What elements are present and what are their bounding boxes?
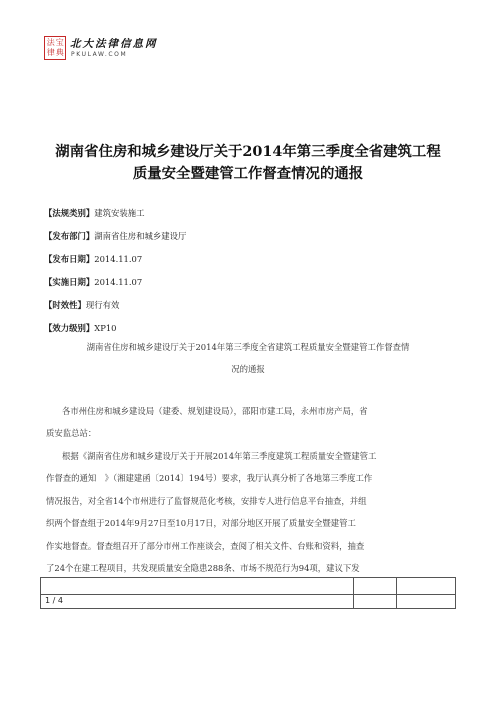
page-number: 1 / 4	[45, 596, 63, 605]
footer-divider	[396, 578, 397, 608]
seal-logo-icon: 法 宝 律 典	[44, 36, 66, 60]
paragraph-2-line-1: 根据《湖南省住房和城乡建设厅关于开展2014年第三季度建筑工程质量安全暨建管工	[62, 451, 377, 461]
paragraph-2-line-5: 作实地督查。督查组召开了部分市州工作座谈会，查阅了相关文件、台账和资料，抽查	[46, 541, 365, 551]
meta-effective-date: 【实施日期】2014.11.07	[44, 277, 143, 287]
meta-validity: 【时效性】现行有效	[44, 300, 120, 310]
doc-subtitle-line-2: 况的通报	[231, 364, 265, 374]
meta-level: 【效力级别】XP10	[44, 323, 117, 333]
paragraph-2-line-2: 作督查的通知 》（湘建建函〔2014〕194号）要求，我厅认真分析了各地第三季度工作	[46, 473, 373, 483]
paragraph-1-line-1: 各市州住房和城乡建设局（建委、规划建设局），邵阳市建工局，永州市房产局，省	[62, 406, 368, 416]
meta-issuer: 【发布部门】湖南省住房和城乡建设厅	[44, 231, 187, 241]
doc-subtitle-line-1: 湖南省住房和城乡建设厅关于2014年第三季度全省建筑工程质量安全暨建管工作督查情	[86, 342, 410, 352]
document-title-line-1: 湖南省住房和城乡建设厅关于2014年第三季度全省建筑工程	[55, 143, 441, 160]
footer-divider	[41, 594, 455, 595]
site-logo	[44, 36, 158, 64]
brand-name: 北大法律信息网	[70, 38, 158, 50]
document-title-line-2: 质量安全暨建管工作督查情况的通报	[132, 165, 364, 182]
footer-divider	[353, 578, 354, 608]
meta-category: 【法规类别】建筑安装施工	[44, 208, 145, 218]
paragraph-1-line-2: 质安监总站：	[46, 428, 97, 438]
page-footer-table	[40, 577, 456, 609]
brand-url: PKULAW.COM	[71, 51, 128, 58]
paragraph-2-line-3: 情况报告，对全省14个市州进行了监督规范化考核，安排专人进行信息平台抽查，并组	[46, 496, 367, 506]
paragraph-2-line-6: 了24个在建工程项目，共发现质量安全隐患288条、市场不规范行为94项，建议下发	[46, 563, 360, 573]
paragraph-2-line-4: 织两个督查组于2014年9月27日至10月17日，对部分地区开展了质量安全暨建管工	[46, 518, 356, 528]
meta-publish-date: 【发布日期】2014.11.07	[44, 254, 143, 264]
